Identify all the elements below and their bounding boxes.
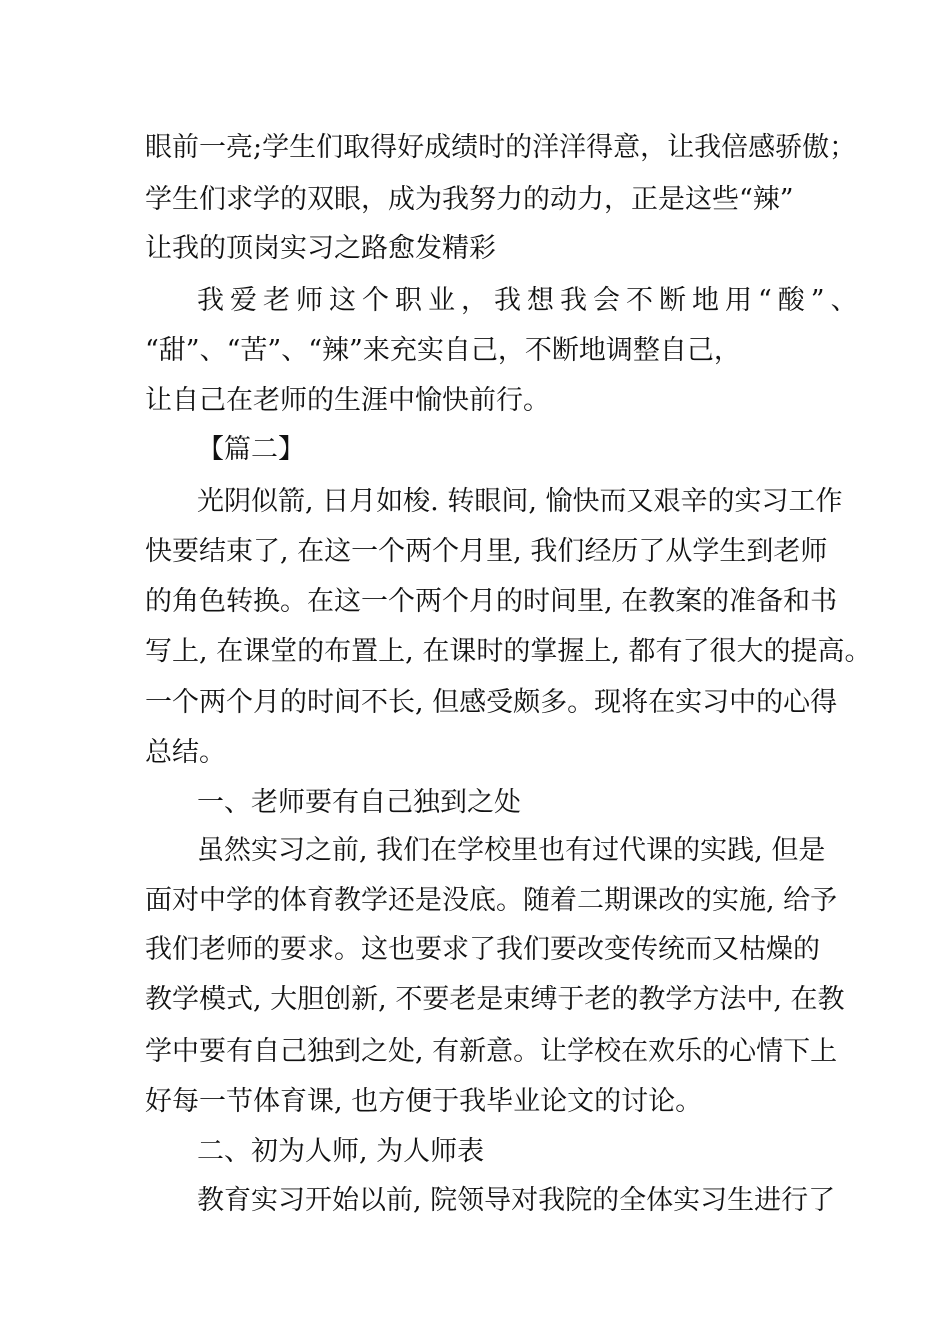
text-line: “甜”、“苦”、“辣”来充实自己，不断地调整自己， [145, 335, 741, 366]
subsection-heading: 一、老师要有自己独到之处 [197, 787, 521, 818]
text-line: 总结。 [145, 737, 226, 768]
text-line: 学生们求学的双眼，成为我努力的动力，正是这些“辣” [145, 184, 794, 215]
text-line: 面对中学的体育教学还是没底。随着二期课改的实施, 给予 [145, 885, 838, 916]
text-line: 好每一节体育课, 也方便于我毕业论文的讨论。 [145, 1086, 703, 1117]
subsection-heading: 二、初为人师, 为人师表 [197, 1136, 485, 1167]
text-line: 快要结束了, 在这一个两个月里, 我们经历了从学生到老师 [145, 536, 828, 567]
text-line: 我们老师的要求。这也要求了我们要改变传统而又枯燥的 [145, 934, 820, 965]
text-line: 眼前一亮;学生们取得好成绩时的洋洋得意，让我倍感骄傲； [145, 132, 857, 163]
text-line: 写上, 在课堂的布置上, 在课时的掌握上, 都有了很大的提高。 [145, 636, 872, 667]
section-heading: 【篇二】 [197, 434, 305, 465]
text-line: 让我的顶岗实习之路愈发精彩 [145, 233, 496, 264]
paragraph-first-line: 教育实习开始以前, 院领导对我院的全体实习生进行了 [197, 1185, 836, 1216]
paragraph-first-line: 虽然实习之前, 我们在学校里也有过代课的实践, 但是 [197, 835, 826, 866]
text-line: 的角色转换。在这一个两个月的时间里, 在教案的准备和书 [145, 586, 838, 617]
text-line: 让自己在老师的生涯中愉快前行。 [145, 385, 550, 416]
paragraph-first-line: 光阴似箭, 日月如梭. 转眼间, 愉快而又艰辛的实习工作 [197, 486, 843, 517]
text-line: 一个两个月的时间不长, 但感受颇多。现将在实习中的心得 [145, 687, 838, 718]
paragraph-first-line: 我爱老师这个职业，我想我会不断地用“酸”、 [197, 285, 864, 316]
text-line: 学中要有自己独到之处, 有新意。让学校在欢乐的心情下上 [145, 1036, 838, 1067]
text-line: 教学模式, 大胆创新, 不要老是束缚于老的教学方法中, 在教 [145, 984, 845, 1015]
